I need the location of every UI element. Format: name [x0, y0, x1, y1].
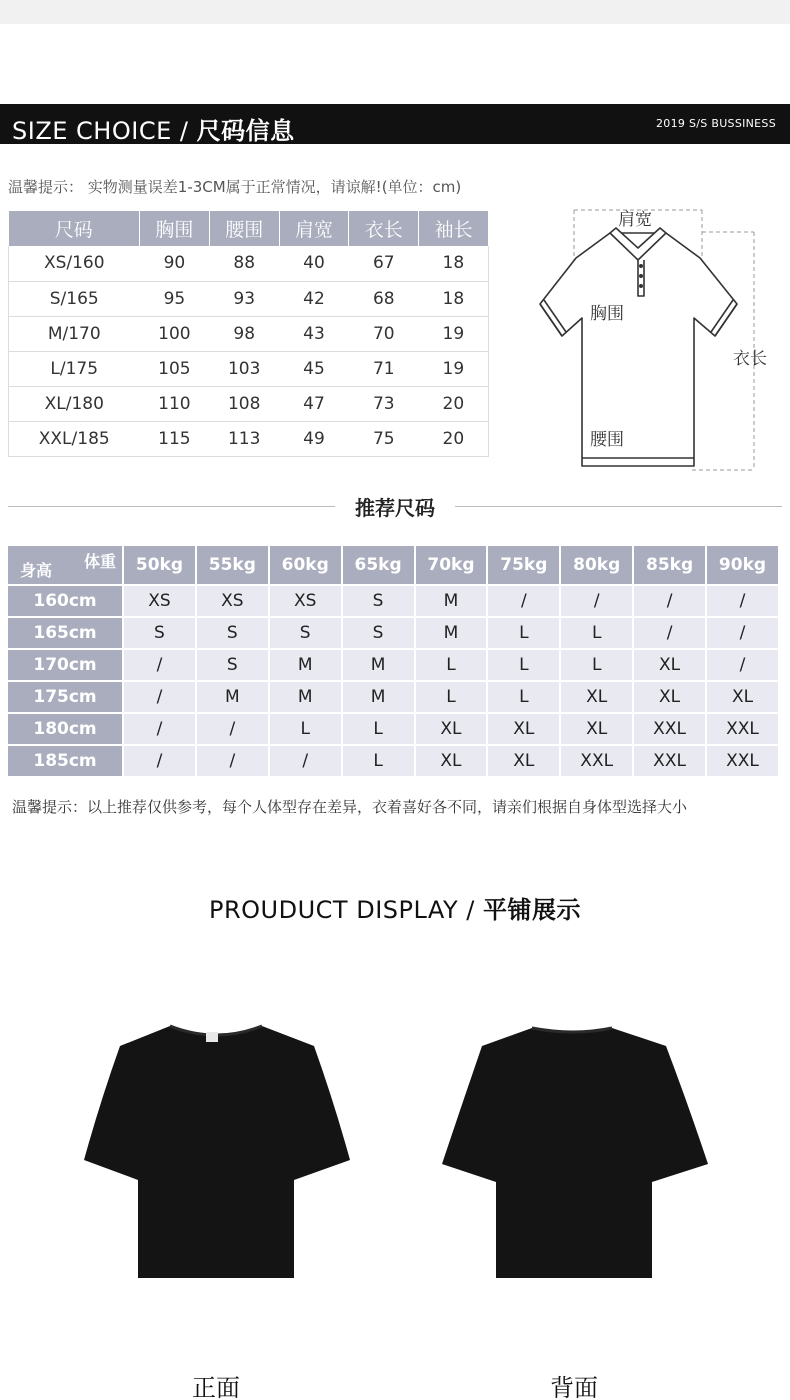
tshirt-front-image	[82, 1022, 352, 1280]
height-row-header: 165cm	[8, 618, 122, 648]
size-cell: 19	[419, 316, 489, 351]
recommend-size-cell: /	[707, 586, 778, 616]
recommend-size-cell: L	[343, 714, 414, 744]
recommend-size-cell: XL	[561, 714, 632, 744]
recommend-size-cell: M	[343, 682, 414, 712]
recommend-size-cell: /	[707, 650, 778, 680]
recommend-size-cell: XL	[634, 650, 705, 680]
recommend-size-cell: /	[270, 746, 341, 776]
top-strip	[0, 0, 790, 24]
size-cell: 75	[349, 421, 419, 456]
recommend-size-cell: M	[270, 650, 341, 680]
size-row	[9, 246, 489, 281]
size-cell: 20	[419, 386, 489, 421]
recommend-size-cell: XXL	[634, 746, 705, 776]
size-cell: 73	[349, 386, 419, 421]
size-cell: 100	[140, 316, 210, 351]
recommend-size-cell: /	[488, 586, 559, 616]
recommend-size-cell: S	[124, 618, 195, 648]
size-cell: 42	[279, 281, 349, 316]
weight-header-cell: 65kg	[343, 546, 414, 584]
size-table-body	[9, 246, 489, 456]
recommend-size-cell: XL	[707, 682, 778, 712]
size-row	[9, 316, 489, 351]
chest-label: 胸围	[590, 304, 624, 324]
recommend-size-cell: L	[416, 650, 487, 680]
recommend-size-cell: L	[270, 714, 341, 744]
size-cell: 88	[209, 246, 279, 281]
recommend-row	[8, 618, 778, 648]
shirt-measure-diagram	[532, 200, 782, 480]
recommend-size-cell: XL	[416, 746, 487, 776]
size-cell: 105	[140, 351, 210, 386]
recommend-size-cell: /	[124, 746, 195, 776]
size-cell: 103	[209, 351, 279, 386]
size-row	[9, 351, 489, 386]
size-cell: 40	[279, 246, 349, 281]
size-cell: 45	[279, 351, 349, 386]
size-cell: 98	[209, 316, 279, 351]
size-cell: 71	[349, 351, 419, 386]
recommend-size-cell: L	[416, 682, 487, 712]
size-header-cell: 袖长	[419, 211, 489, 246]
recommend-size-cell: /	[707, 618, 778, 648]
recommend-size-cell: XXL	[561, 746, 632, 776]
recommend-size-cell: L	[343, 746, 414, 776]
recommend-size-cell: XL	[634, 682, 705, 712]
shoulder-width-label: 肩宽	[618, 210, 652, 230]
recommend-size-cell: XS	[124, 586, 195, 616]
weight-header-cell: 60kg	[270, 546, 341, 584]
weight-header-cell: 75kg	[488, 546, 559, 584]
size-cell: 70	[349, 316, 419, 351]
size-cell: XL/180	[9, 386, 140, 421]
size-cell: 68	[349, 281, 419, 316]
size-cell: 90	[140, 246, 210, 281]
height-row-header: 175cm	[8, 682, 122, 712]
recommend-size-cell: M	[270, 682, 341, 712]
banner-title	[12, 111, 295, 146]
weight-header-cell: 55kg	[197, 546, 268, 584]
banner-season: 2019 S/S BUSSINESS	[655, 117, 776, 130]
recommend-size-cell: /	[124, 714, 195, 744]
recommend-size-cell: L	[561, 618, 632, 648]
size-cell: XXL/185	[9, 421, 140, 456]
length-label: 衣长	[733, 349, 767, 369]
recommend-row	[8, 682, 778, 712]
recommend-row	[8, 746, 778, 776]
size-table-header-row	[9, 211, 489, 246]
recommend-size-cell: L	[488, 618, 559, 648]
front-caption: 正面	[192, 1374, 240, 1400]
recommend-size-cell: S	[343, 586, 414, 616]
recommend-size-cell: XL	[488, 746, 559, 776]
size-row	[9, 386, 489, 421]
section-divider-right	[455, 506, 782, 507]
recommend-row	[8, 714, 778, 744]
banner-title-zh: 尺码信息	[196, 117, 295, 145]
product-display-title	[0, 890, 790, 925]
recommend-size-cell: /	[124, 650, 195, 680]
recommend-size-cell: XL	[416, 714, 487, 744]
size-header-cell: 胸围	[140, 211, 210, 246]
size-cell: 49	[279, 421, 349, 456]
recommend-title: 推荐尺码	[355, 496, 435, 520]
recommend-size-cell: L	[488, 682, 559, 712]
back-caption: 背面	[550, 1374, 598, 1400]
corner-header	[8, 546, 122, 584]
recommend-size-cell: XS	[270, 586, 341, 616]
recommend-size-cell: S	[197, 618, 268, 648]
recommend-size-cell: XXL	[707, 746, 778, 776]
size-header-cell: 腰围	[209, 211, 279, 246]
recommend-size-cell: /	[197, 746, 268, 776]
size-row	[9, 421, 489, 456]
size-row	[9, 281, 489, 316]
size-cell: 43	[279, 316, 349, 351]
weight-header-cell: 50kg	[124, 546, 195, 584]
size-cell: 18	[419, 246, 489, 281]
recommend-size-cell: S	[343, 618, 414, 648]
recommend-size-cell: L	[488, 650, 559, 680]
recommend-note: 温馨提示：以上推荐仅供参考，每个人体型存在差异，衣着喜好各不同，请亲们根据自身体型选择大小	[12, 798, 688, 816]
height-row-header: 180cm	[8, 714, 122, 744]
size-cell: 19	[419, 351, 489, 386]
recommend-size-cell: /	[124, 682, 195, 712]
recommend-size-cell: XS	[197, 586, 268, 616]
height-axis-label: 身高	[20, 561, 53, 580]
recommend-size-cell: M	[416, 586, 487, 616]
size-cell: 93	[209, 281, 279, 316]
size-cell: 108	[209, 386, 279, 421]
weight-header-cell: 80kg	[561, 546, 632, 584]
recommend-size-cell: /	[634, 586, 705, 616]
height-row-header: 160cm	[8, 586, 122, 616]
recommend-size-cell: XXL	[707, 714, 778, 744]
size-cell: 95	[140, 281, 210, 316]
size-cell: XS/160	[9, 246, 140, 281]
size-cell: S/165	[9, 281, 140, 316]
recommend-row	[8, 586, 778, 616]
size-cell: 110	[140, 386, 210, 421]
size-cell: 47	[279, 386, 349, 421]
recommend-table-body	[8, 586, 778, 776]
recommend-size-cell: /	[561, 586, 632, 616]
waist-label: 腰围	[590, 430, 624, 450]
size-choice-banner	[0, 104, 790, 144]
recommend-size-cell: XL	[561, 682, 632, 712]
recommend-size-cell: M	[197, 682, 268, 712]
size-cell: L/175	[9, 351, 140, 386]
height-row-header: 185cm	[8, 746, 122, 776]
recommend-size-cell: M	[416, 618, 487, 648]
recommend-size-cell: XXL	[634, 714, 705, 744]
recommend-size-cell: M	[343, 650, 414, 680]
size-header-cell: 肩宽	[279, 211, 349, 246]
weight-axis-label: 体重	[83, 552, 116, 571]
recommend-table	[6, 544, 780, 778]
polo-shirt-outline-icon	[532, 200, 782, 480]
size-header-cell: 尺码	[9, 211, 140, 246]
recommend-size-cell: /	[197, 714, 268, 744]
recommend-size-cell: S	[197, 650, 268, 680]
weight-header-cell: 85kg	[634, 546, 705, 584]
product-title-zh: 平铺展示	[482, 896, 581, 924]
size-cell: 18	[419, 281, 489, 316]
size-header-cell: 衣长	[349, 211, 419, 246]
banner-title-en: SIZE CHOICE /	[12, 117, 197, 145]
weight-header-cell: 90kg	[707, 546, 778, 584]
weight-header-cell: 70kg	[416, 546, 487, 584]
recommend-row	[8, 650, 778, 680]
tshirt-back-image	[440, 1024, 710, 1280]
size-cell: 115	[140, 421, 210, 456]
recommend-size-cell: /	[634, 618, 705, 648]
product-title-en: PROUDUCT DISPLAY /	[209, 896, 483, 924]
recommend-header-row	[8, 546, 778, 584]
measurement-note: 温馨提示： 实物测量误差1-3CM属于正常情况，请谅解!(单位：cm)	[8, 178, 462, 196]
recommend-size-cell: S	[270, 618, 341, 648]
recommend-size-cell: XL	[488, 714, 559, 744]
size-cell: 20	[419, 421, 489, 456]
size-cell: 67	[349, 246, 419, 281]
size-cell: 113	[209, 421, 279, 456]
recommend-size-cell: L	[561, 650, 632, 680]
size-table	[8, 211, 489, 457]
size-cell: M/170	[9, 316, 140, 351]
height-row-header: 170cm	[8, 650, 122, 680]
